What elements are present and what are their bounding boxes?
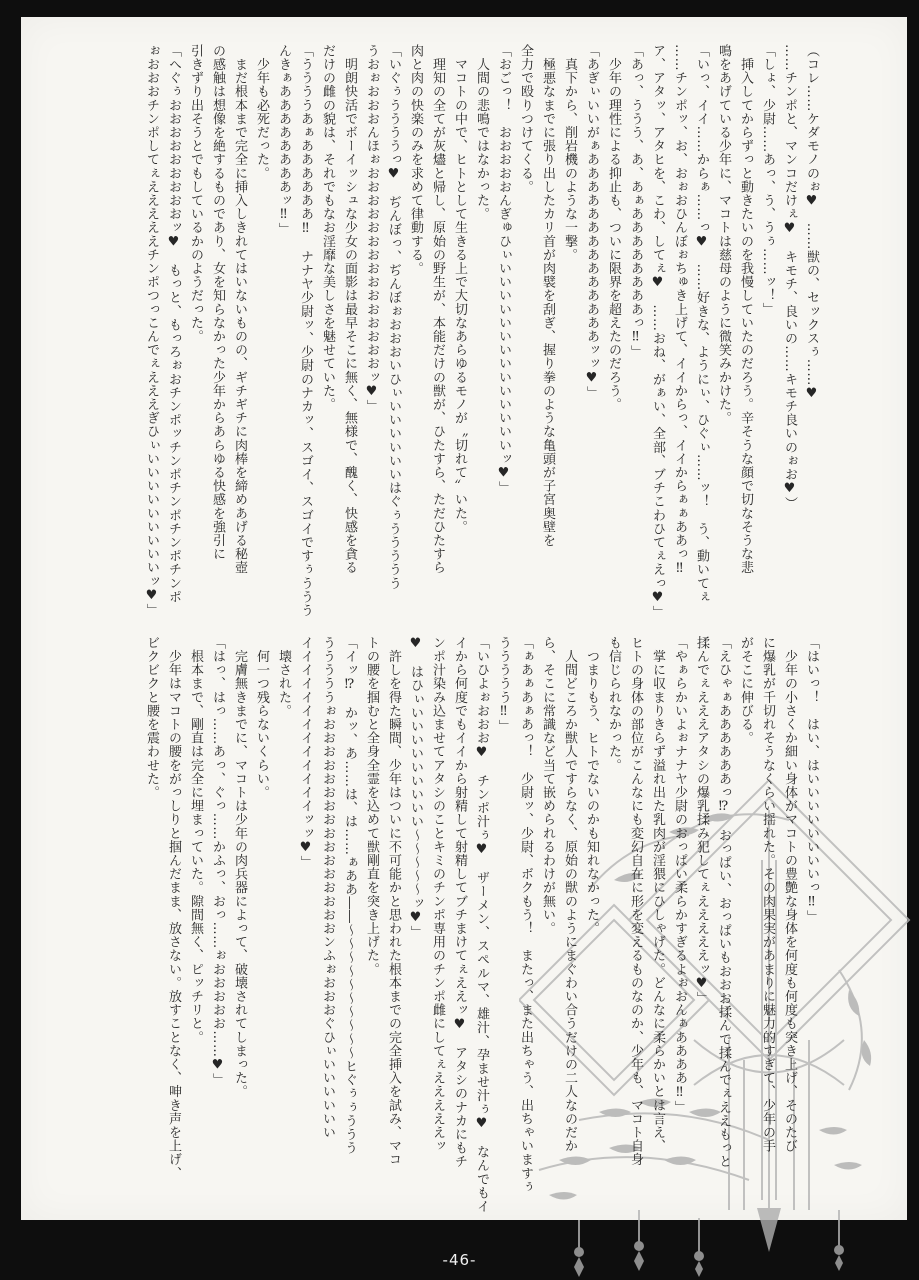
text-column: 鳴をあげている少年に、マコトは慈母のように微笑みかけた。 — [716, 44, 731, 425]
text-column: 根本まで、剛直は完全に埋まっていた。隙間無く、ピッチリと。 — [188, 636, 203, 1044]
text-column: ら、そこに常識など当て嵌められるわけが無い。 — [540, 636, 555, 936]
text-column: 「いひよぉおおお♥ チンポ汁ぅ♥ ザーメン、スペルマ、雄汁、孕ませ汁ぅ♥ なんでもイ — [474, 636, 489, 1214]
text-column: 「あぎぃいいがぁああああああああああああああッッ♥」 — [584, 44, 599, 400]
text-column: 「えひゃぁああああああっ⁉ おっぱい、おっぱいもおおお揉んで揉んでぇええもっと — [716, 636, 731, 1169]
text-column: 少年の小さくか細い身体がマコトの豊艶な身体を何度も何度も突き上げ、そのたび — [782, 636, 797, 1153]
page-number: -46- — [442, 1251, 477, 1269]
text-column: 引きずり出そうとでもしているかのようだった。 — [188, 44, 203, 344]
text-column: 完膚無きまでに、マコトは少年の肉兵器によって、破壊されてしまった。 — [232, 636, 247, 1099]
text-column: 「はいっ！ はい、はいいいいいいいいっ‼」 — [804, 636, 819, 924]
text-column: 少年はマコトの腰をがっしりと掴んだまま、放さない。放すことなく、呻き声を上げ、 — [166, 636, 181, 1180]
text-column: 真下から、削岩機のような一撃。 — [562, 44, 577, 262]
text-column: んきぁああああああああッ‼」 — [276, 44, 291, 237]
text-column: まだ根本まで完全に挿入しきれてはいないものの、ギチギチに肉棒を締めあげる秘壺 — [232, 44, 247, 575]
text-column: 許しを得た瞬間、少年はついに不可能かと思われた根本までの完全挿入を試み、マコ — [386, 636, 401, 1167]
text-column: トの腰を掴むと全身全霊を込めて獣剛直を突き上げた。 — [364, 636, 379, 976]
text-column: ンポ汁染み込ませてアタシのことキミのチンポ専用のチンポ雌にしてぇえええええッ — [430, 636, 445, 1153]
text-column: マコトの中で、ヒトとして生きる上で大切なあらゆるモノが〝切れて〟いた。 — [452, 44, 467, 534]
text-column: 「やぁらかいよぉナナヤ少尉のおっぱい柔らかすぎるよぉおんぁああああ‼」 — [672, 636, 687, 1114]
text-column: 肉と肉の快楽のみを求めて律動する。 — [408, 44, 423, 276]
text-column: 「おごっ！ おおおおおんぎゅひぃいいいいいいいいいいいいいいッ♥」 — [496, 44, 511, 495]
text-column: 「いぐぅううううっ♥ ぢんぼっ、ぢんぼぉおおおいひぃいいいいいいはぐぅううううう — [386, 44, 401, 590]
text-column: 少年も必死だった。 — [254, 44, 269, 180]
text-column: 極悪なまでに張り出したカリ首が肉襞を刮ぎ、握り拳のような亀頭が子宮奥壁を — [540, 44, 555, 548]
text-column: ♥ はひぃいいいいいいいいい〜〜〜〜〜ッ♥」 — [408, 636, 423, 940]
text-block-bottom — [140, 636, 822, 1224]
text-column: 挿入してからずっと動きたいのを我慢していたのだろう。辛そうな顔で切なそうな悲 — [738, 44, 753, 575]
text-column: 「へぐぅおおおおおおおおおッ♥ もっと、もっろぉおチンポッチンポチンポチンポチンポ — [166, 44, 181, 604]
text-column: ぉおおおチンポしてぇえええええチンポつっこんでぇえええぎひぃいいいいいいいいいッ♥」 — [144, 44, 159, 618]
text-column: 人間の悲鳴ではなかった。 — [474, 44, 489, 221]
text-column: 「いっ、イイ……からぁ……っ♥ ……好きな、ようにぃ、ひぐぃ……ッ！ う、動いてぇ — [694, 44, 709, 604]
text-column: 理知の全てが灰燼と帰し、原始の野生が、本能だけの獣が、ひたすら、ただひたすら — [430, 44, 445, 575]
text-column: 揉んでぇえええアタシの爆乳揉み犯してぇえええええッ♥」 — [694, 636, 709, 1006]
text-column: に爆乳が千切れそうなくらい揺れた。その肉果実があまりに魅力的すぎて、少年の手 — [760, 636, 775, 1153]
text-column: イイイイイイイイイイイイイッッ♥」 — [298, 636, 313, 870]
text-column: つまりもう、ヒトでないのかも知れなかった。 — [584, 636, 599, 936]
text-block-top — [140, 44, 822, 632]
text-column: 人間どころか獣人ですらなく、原始の獣のようにまぐわい合うだけの二人なのだか — [562, 636, 577, 1153]
text-column: がそこに伸びる。 — [738, 636, 753, 745]
text-column: 「しょ、少尉……あっ、う、うぅ……ッ！」 — [760, 44, 775, 316]
text-column: 「はっ、はっ……あっ、ぐっ……かふっ、おっ……ぉおおおおお……♥」 — [210, 636, 225, 1087]
text-column: ううううう‼」 — [496, 636, 511, 734]
text-column: 「あっ、ううう、あ、あぁああああああああっ‼」 — [628, 44, 643, 359]
text-column: ヒトの身体の部位がこんなにも変幻自在に形を変えるものなのか、少年も、マコト自身 — [628, 636, 643, 1167]
text-column: 掌に収まりきらず溢れ出た乳肉が淫猥にひしゃげた。どんなに柔らかいとは言え、 — [650, 636, 665, 1153]
text-column: 「ううううあぁああああああ‼ ナナヤ少尉ッ、少尉のナカッ、スゴイ、スゴイですぅううう — [298, 44, 313, 618]
text-column: 全力で殴りつけてくる。 — [518, 44, 533, 194]
text-column: うううううぉおおおおおおおおおおおおおおおおンふぉおおおぐひぃいいいいいい — [320, 636, 335, 1140]
text-column: だけの雌の貌は、それでもなお淫靡な美しさを魅せていた。 — [320, 44, 335, 412]
text-column: ……チンポと、マンコだけぇ♥ キモチ、良いの……キモチ良いのぉお♥） — [782, 44, 797, 511]
text-column: （コレ……ケダモノのぉ♥ ……獣の、セックスぅ……♥ — [804, 44, 819, 402]
text-column: うおぉおおおんほぉおおおおおおおおおおおおおおおッ♥」 — [364, 44, 379, 414]
text-column: 壊された。 — [276, 636, 291, 718]
text-column: ……チンポッ、お、おぉおひんぼぉちゅき上げて、イイからっ、イイからぁぁああっ‼ — [672, 44, 687, 577]
text-column: ビクビクと腰を震わせた。 — [144, 636, 159, 800]
text-column: 何一つ残らないくらい。 — [254, 636, 269, 800]
text-column: イから何度でもイイから射精して射精してブチまけてぇええッ♥ アタシのナカにもチ — [452, 636, 467, 1169]
text-column: 「ぁあぁあぁあっ！ 少尉ッ、少尉、ボクもう！ またっ、また出ちゃう、出ちゃいますぅ — [518, 636, 533, 1194]
text-column: 「イッ⁉ かッ、あ……は、は……ぁああ――〜〜〜〜〜〜〜〜〜〜ヒぐぅぅううう — [342, 636, 357, 1155]
text-column: 明朗快活でボーイッシュな少女の面影は最早そこに無く、無様で、醜く、快感を貪る — [342, 44, 357, 575]
text-column: も信じられなかった。 — [606, 636, 621, 772]
text-column: の感触は想像を絶するものであり、女を知らなかった少年からあらゆる快感を強引に — [210, 44, 225, 561]
text-column: ア、アタッ、アタヒを、こわ、してぇ♥ ……おね、がぁい、全部、ブチこわひてぇえっ♥」 — [650, 44, 665, 620]
text-column: 少年の理性による抑止も、ついに限界を超えたのだろう。 — [606, 44, 621, 412]
